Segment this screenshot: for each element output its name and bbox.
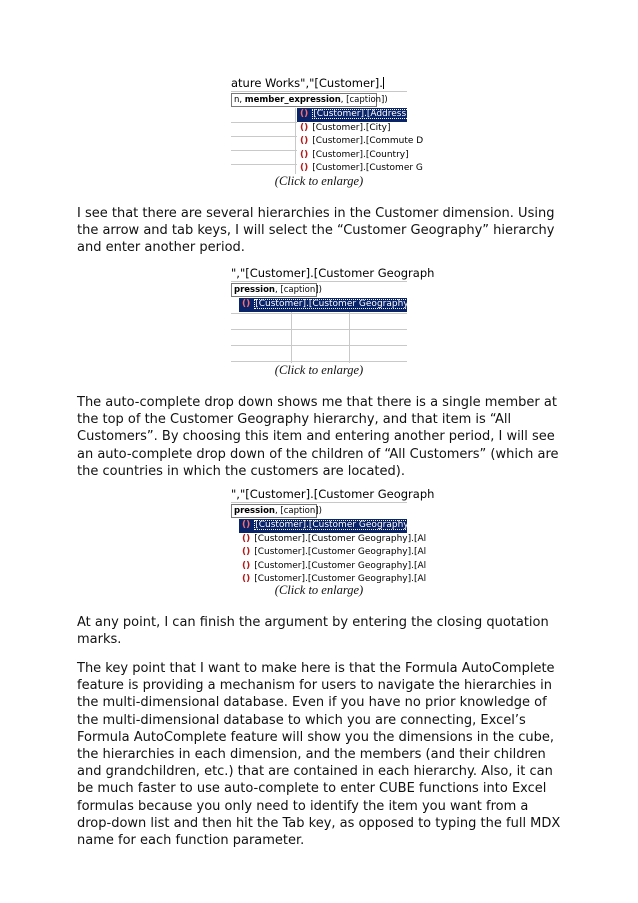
text-cursor	[383, 77, 384, 89]
paragraph: I see that there are several hierarchies in the Customer dimension. Using the arrow and tab keys, I will select the “Customer Geography” hierarchy and enter another period.	[77, 206, 555, 256]
function-parentheses-icon: ()	[242, 520, 251, 530]
screenshot-2[interactable]	[231, 266, 435, 363]
dropdown-item[interactable]: () [Customer].[Customer G	[300, 163, 423, 174]
paragraph: The key point that I want to make here is that the Formula AutoComplete feature is providing a mechanism for users to navigate the hierarchies in the multi-dimensional database. Even if you have no prior knowledge of the multi-dimensional database to which you are connecting, Excel’s Formula AutoComplete feature will show you the dimensions in the cube, the hierarchies in each dimension, and the members (and their children and grandchildren, etc.) that are contained in each hierarchy. Also, it can be much faster to use auto-complete to enter CUBE functions into Excel formulas because you only need to identify the item you want from a drop-down list and then hit the Tab key, as opposed to typing the full MDX name for each function parameter.	[77, 661, 561, 849]
function-tooltip: n, member_expression, [caption])	[231, 93, 377, 107]
dropdown-item[interactable]: () [Customer].[Address]	[297, 108, 407, 122]
function-parentheses-icon: ()	[242, 560, 251, 571]
figure-caption[interactable]: (Click to enlarge)	[274, 583, 364, 597]
function-parentheses-icon: ()	[300, 149, 309, 160]
formula-bar-text: ","[Customer].[Customer Geograph	[231, 487, 435, 501]
screenshot-3[interactable]	[231, 487, 435, 585]
dropdown-item[interactable]: () [Customer].[Customer Geography].[Al	[239, 298, 407, 312]
function-parentheses-icon: ()	[300, 122, 309, 133]
dropdown-item[interactable]: () [Customer].[Customer Geography].[Al	[242, 547, 427, 558]
function-parentheses-icon: ()	[242, 547, 251, 558]
autocomplete-dropdown[interactable]	[239, 298, 428, 312]
paragraph: The auto-complete drop down shows me that there is a single member at the top of the Customer Geography hierarchy, and that item is “All Customers”. By choosing this item and entering another period, I will see an auto-complete drop down of the children of “All Customers” (which are the countries in which the customers are located).	[77, 395, 559, 479]
dropdown-item[interactable]: () [Customer].[Customer Geography].[Al	[242, 574, 427, 585]
function-tooltip: pression, [caption])	[231, 504, 317, 518]
formula-bar-text: ature Works","[Customer].	[231, 76, 407, 92]
figure-caption[interactable]: (Click to enlarge)	[274, 363, 364, 377]
formula-bar-text: ","[Customer].[Customer Geograph	[231, 266, 435, 280]
paragraph: At any point, I can finish the argument by entering the closing quotation marks.	[77, 615, 549, 648]
dropdown-item[interactable]: () [Customer].[City]	[300, 122, 391, 133]
figure-caption[interactable]: (Click to enlarge)	[274, 174, 364, 188]
screenshot-1[interactable]	[231, 76, 424, 174]
function-parentheses-icon: ()	[300, 136, 309, 147]
function-parentheses-icon: ()	[242, 574, 251, 585]
function-tooltip: pression, [caption])	[231, 283, 317, 297]
dropdown-item[interactable]: () [Customer].[Commute D	[300, 136, 424, 147]
dropdown-item[interactable]: () [Customer].[Country]	[300, 149, 409, 160]
function-parentheses-icon: ()	[300, 163, 309, 174]
dropdown-item[interactable]: () [Customer].[Customer Geography].[Al	[242, 533, 427, 544]
function-parentheses-icon: ()	[242, 533, 251, 544]
function-parentheses-icon: ()	[300, 109, 309, 119]
dropdown-item[interactable]: () [Customer].[Customer Geography].[Al	[239, 519, 407, 533]
dropdown-item[interactable]: () [Customer].[Customer Geography].[Al	[242, 560, 427, 571]
autocomplete-dropdown[interactable]	[239, 519, 428, 585]
autocomplete-dropdown[interactable]	[297, 108, 424, 174]
function-parentheses-icon: ()	[242, 299, 251, 309]
